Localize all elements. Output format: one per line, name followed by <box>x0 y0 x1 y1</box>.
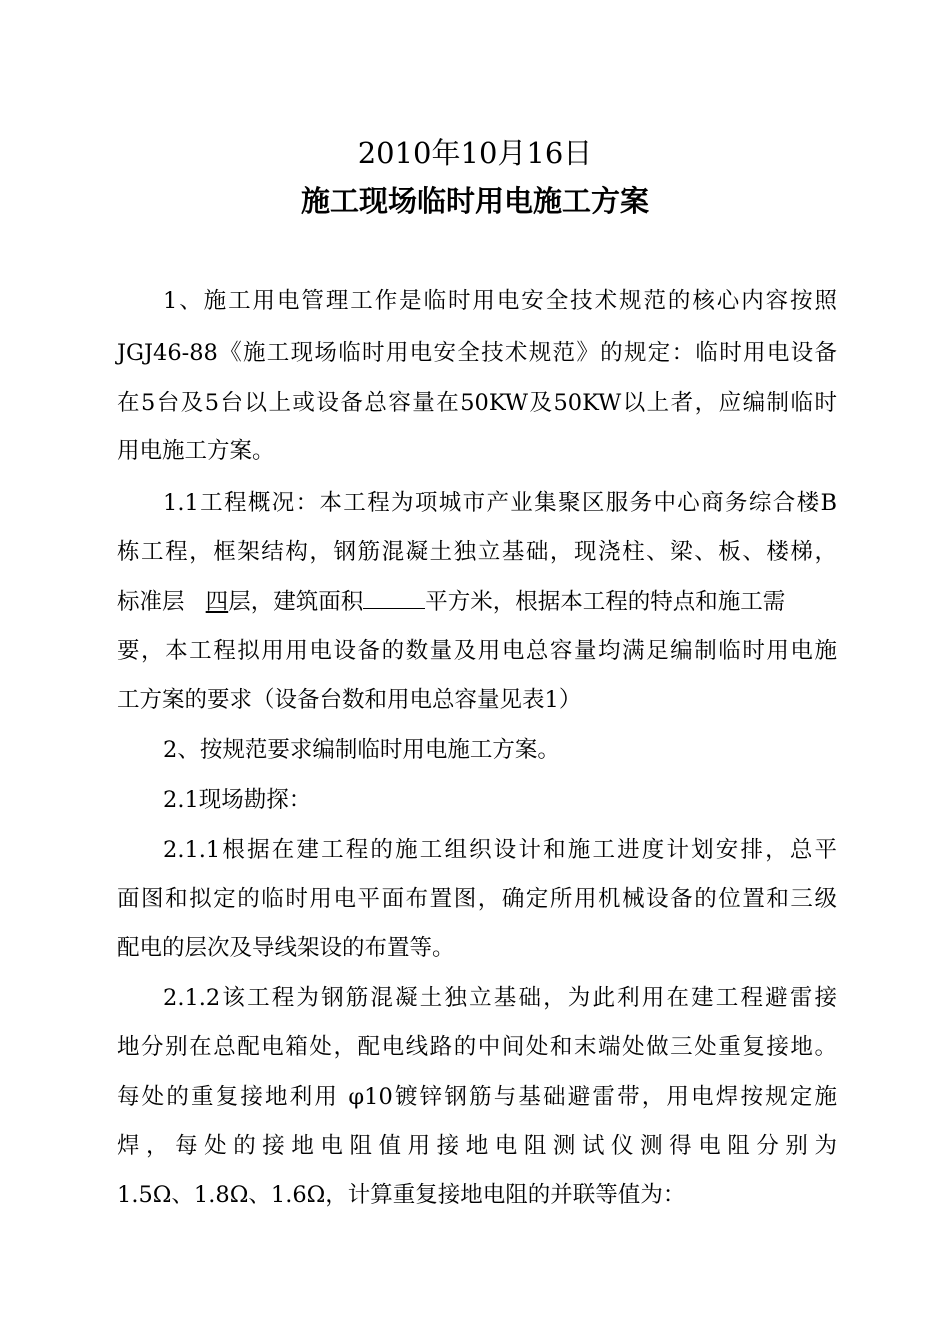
paragraph-line: 1、施工用电管理工作是临时用电安全技术规范的核心内容按照 <box>163 288 837 314</box>
paragraph-line: 栋工程，框架结构，钢筋混凝土独立基础，现浇柱、梁、板、楼梯， <box>117 539 837 565</box>
line-text: 平方米，根据本工程的特点和施工需 <box>425 589 786 615</box>
paragraph-line: 用电施工方案。 <box>117 438 275 464</box>
paragraph-line: 面图和拟定的临时用电平面布置图，确定所用机械设备的位置和三级 <box>117 886 837 912</box>
document-title: 施工现场临时用电施工方案 <box>300 184 649 218</box>
paragraph-line: 配电的层次及导线架设的布置等。 <box>117 935 455 961</box>
paragraph-line: JGJ46-88《施工现场临时用电安全技术规范》的规定：临时用电设备 <box>117 340 837 366</box>
paragraph-line: 1.1工程概况：本工程为项城市产业集聚区服务中心商务综合楼B <box>163 490 837 516</box>
paragraph-line <box>117 587 837 617</box>
paragraph-line: 每处的重复接地利用 φ10镀锌钢筋与基础避雷带，用电焊按规定施 <box>117 1084 837 1110</box>
paragraph-line: 要，本工程拟用用电设备的数量及用电总容量均满足编制临时用电施 <box>117 638 837 664</box>
blank-area-field <box>363 590 425 609</box>
paragraph-line: 地分别在总配电箱处，配电线路的中间处和末端处做三处重复接地。 <box>117 1034 837 1060</box>
paragraph-line: 在5台及5台以上或设备总容量在50KW及50KW以上者，应编制临时 <box>117 390 837 416</box>
paragraph-line: 2、按规范要求编制临时用电施工方案。 <box>163 737 560 763</box>
paragraph-line: 1.5Ω、1.8Ω、1.6Ω，计算重复接地电阻的并联等值为： <box>117 1182 686 1208</box>
paragraph-line: 2.1现场勘探： <box>163 787 312 813</box>
paragraph-line: 2.1.2该工程为钢筋混凝土独立基础，为此利用在建工程避雷接 <box>163 985 837 1011</box>
paragraph-line: 工方案的要求（设备台数和用电总容量见表1） <box>117 687 582 713</box>
paragraph-line: 焊，每处的接地电阻值用接地电阻测试仪测得电阻分别为 <box>117 1133 837 1159</box>
underlined-floor-count: 四 <box>205 589 229 615</box>
line-text: 层，建筑面积 <box>228 589 364 615</box>
line-text: 标准层 <box>117 589 185 615</box>
document-date: 2010年10月16日 <box>357 136 593 170</box>
paragraph-line: 2.1.1根据在建工程的施工组织设计和施工进度计划安排，总平 <box>163 837 837 863</box>
